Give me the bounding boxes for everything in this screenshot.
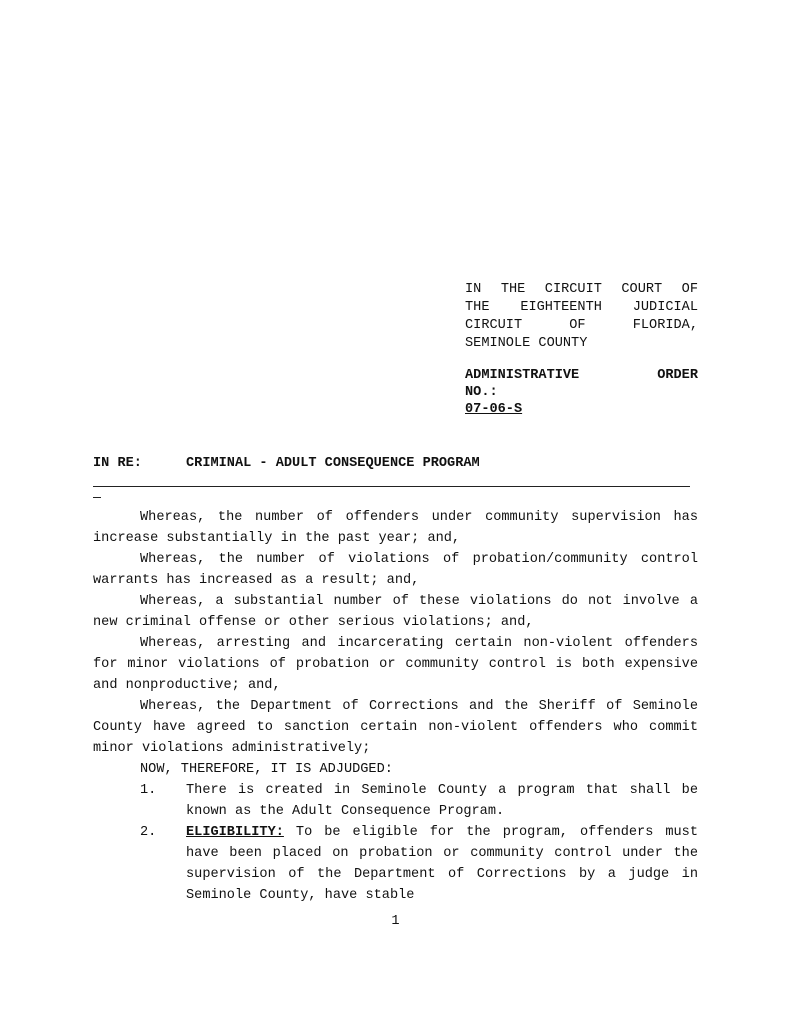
horizontal-rule-tail bbox=[93, 497, 101, 498]
order-number: 07-06-S bbox=[465, 402, 523, 417]
order-no-label: NO.: bbox=[465, 385, 498, 400]
item-number: 2. bbox=[140, 825, 157, 840]
whereas-paragraph: Whereas, arresting and incarcerating certain non-violent offenders for minor violations of probation or community control is both expensive and nonproductive; and, bbox=[93, 636, 698, 693]
adjudged-clause: NOW, THEREFORE, IT IS ADJUDGED: bbox=[140, 762, 393, 777]
numbered-item bbox=[93, 822, 698, 906]
whereas-paragraph: Whereas, the number of offenders under community supervision has increase substantially in the past year; and, bbox=[93, 510, 698, 546]
administrative-order-heading bbox=[465, 367, 698, 418]
whereas-paragraph: Whereas, the Department of Corrections and the Sheriff of Seminole County have agreed to sanction certain non-violent offenders who commit minor violations administratively; bbox=[93, 699, 698, 756]
court-caption-line: IN THE CIRCUIT COURT OF bbox=[465, 282, 698, 297]
in-re-label: IN RE: bbox=[93, 456, 142, 471]
court-caption-line: THE EIGHTEENTH JUDICIAL bbox=[465, 300, 698, 315]
order-word-administrative: ADMINISTRATIVE bbox=[465, 368, 580, 383]
page-number: 1 bbox=[391, 914, 400, 929]
in-re-title: CRIMINAL - ADULT CONSEQUENCE PROGRAM bbox=[186, 456, 480, 471]
whereas-paragraph: Whereas, the number of violations of probation/community control warrants has increased as a result; and, bbox=[93, 552, 698, 588]
court-caption bbox=[465, 281, 698, 353]
item-text: There is created in Seminole County a program that shall be known as the Adult Consequence Program. bbox=[186, 783, 698, 819]
whereas-paragraph: Whereas, a substantial number of these violations do not involve a new criminal offense or other serious violations; and, bbox=[93, 594, 698, 630]
court-caption-line: CIRCUIT OF FLORIDA, bbox=[465, 318, 698, 333]
item-text: To be eligible for the program, offenders must have been placed on probation or community control under the supervision of the Department of Corrections by a judge in Seminole County, have stable bbox=[186, 825, 698, 903]
in-re-heading bbox=[93, 455, 480, 473]
order-word-order: ORDER bbox=[657, 368, 698, 383]
horizontal-rule bbox=[93, 486, 690, 487]
court-caption-line: SEMINOLE COUNTY bbox=[465, 336, 588, 351]
item-number: 1. bbox=[140, 783, 157, 798]
item-body bbox=[186, 822, 698, 906]
numbered-item bbox=[93, 780, 698, 822]
order-body bbox=[93, 507, 698, 906]
eligibility-heading: ELIGIBILITY: bbox=[186, 825, 284, 840]
